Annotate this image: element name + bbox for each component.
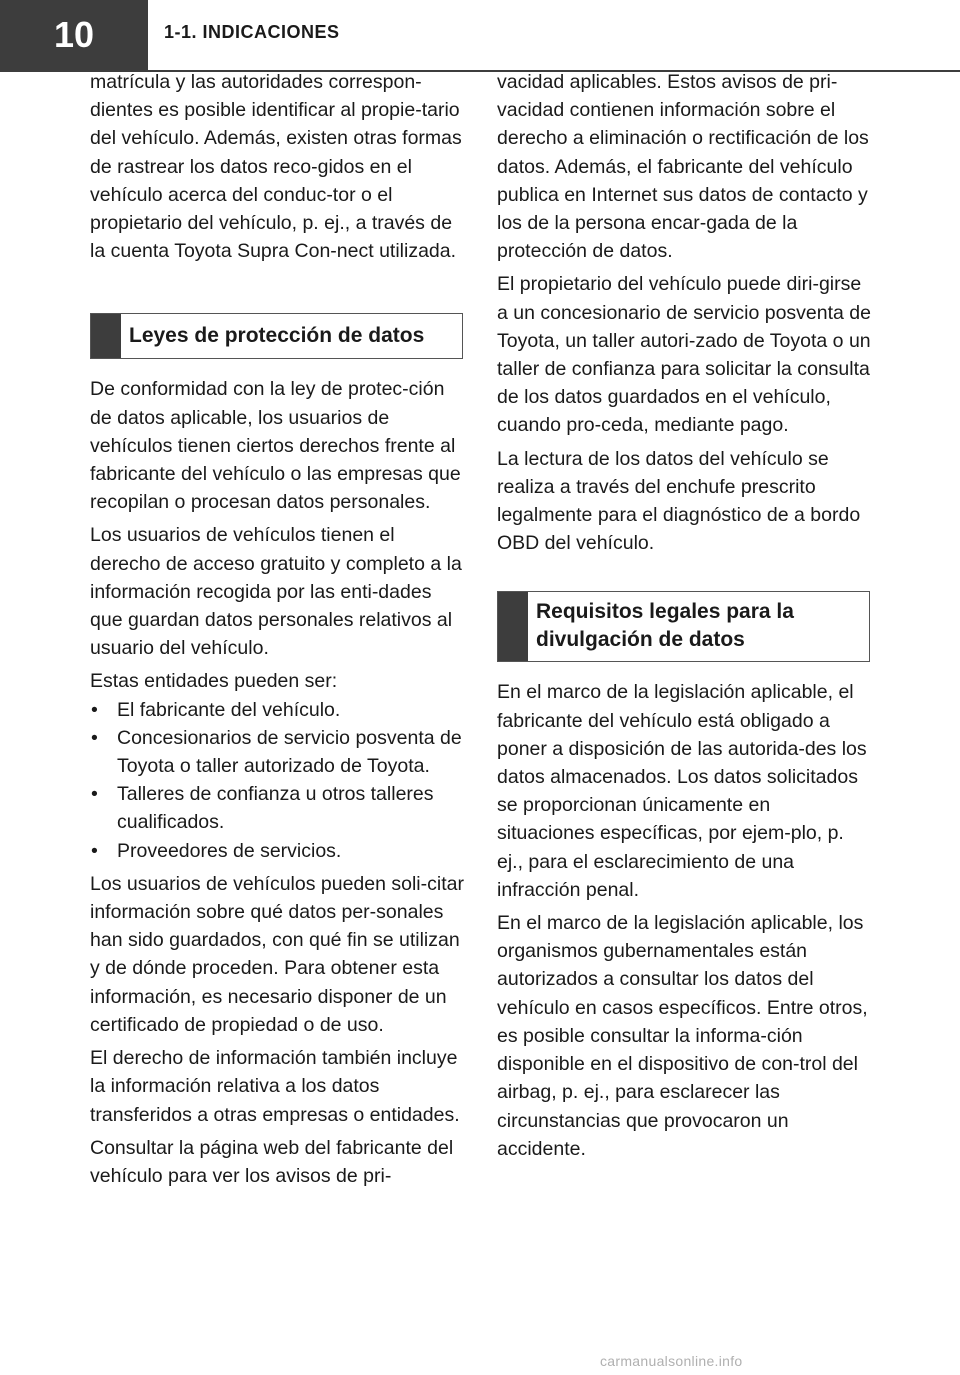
list-item: • Talleres de confianza u otros talleres cualificados. bbox=[90, 780, 465, 836]
paragraph: La lectura de los datos del vehículo se realiza a través del enchufe prescrito legalmente para el diagnóstico de a bordo OBD del vehículo. bbox=[497, 447, 861, 555]
heading-marker bbox=[91, 314, 121, 358]
right-column bbox=[497, 68, 872, 1168]
page-number: 10 bbox=[0, 0, 148, 72]
paragraph: De conformidad con la ley de protec-ción de datos aplicable, los usuarios de vehículos tienen ciertos derechos frente al fabricante del vehículo o las empresas que recopilan o procesan datos personales. bbox=[90, 378, 461, 514]
paragraph: vacidad aplicables. Estos avisos de pri-vacidad contienen información sobre el derecho a eliminación o rectificación de los datos. Además, el fabricante del vehículo publica en Internet sus datos de contacto y los de la persona encar-gada de la protección de datos. bbox=[497, 71, 869, 263]
watermark: carmanualsonline.info bbox=[600, 1353, 743, 1369]
paragraph: Estas entidades pueden ser: bbox=[90, 670, 338, 693]
heading-marker bbox=[498, 592, 528, 661]
entities-list bbox=[90, 696, 465, 865]
paragraph: El derecho de información también incluye la información relativa a los datos transferidos a otras empresas o entidades. bbox=[90, 1047, 460, 1126]
lead-paragraph: matrícula y las autoridades correspon-dientes es posible identificar al propie-tario del vehículo. Además, existen otras formas de rastrear los datos reco-gidos en el vehículo acerca del conduc-tor o el propietario del vehículo, p. ej., a través de la cuenta Toyota Supra Con-nect utilizada. bbox=[90, 71, 462, 263]
section-heading-legal-requirements bbox=[497, 591, 870, 662]
page-header bbox=[0, 0, 960, 72]
section-title: 1-1. INDICACIONES bbox=[164, 22, 340, 42]
paragraph: Los usuarios de vehículos tienen el derecho de acceso gratuito y completo a la información recogida por las enti-dades que guardan datos personales relativos al usuario del vehículo. bbox=[90, 524, 462, 660]
list-item: • El fabricante del vehículo. bbox=[90, 696, 465, 724]
paragraph: El propietario del vehículo puede diri-girse a un concesionario de servicio posventa de Toyota, un taller autori-zado de Toyota o un taller de confianza para solicitar la consulta de los datos guardados en el vehículo, cuando pro-ceda, mediante pago. bbox=[497, 273, 871, 437]
paragraph: Consultar la página web del fabricante del vehículo para ver los avisos de pri- bbox=[90, 1136, 454, 1187]
heading-text: Requisitos legales para la divulgación de datos bbox=[536, 600, 794, 652]
heading-text: Leyes de protección de datos bbox=[129, 324, 425, 348]
paragraph: En el marco de la legislación aplicable, los organismos gubernamentales están autorizados a consultar los datos del vehículo en casos específicos. Entre otros, es posible consultar la informa-ción disponible en el dispositivo de con-trol del airbag, p. ej., para esclarecer las circunstancias que provocaron un accidente. bbox=[497, 912, 868, 1160]
left-column bbox=[90, 68, 465, 1195]
list-item: • Concesionarios de servicio posventa de Toyota o taller autorizado de Toyota. bbox=[90, 724, 465, 780]
paragraph: Los usuarios de vehículos pueden soli-citar información sobre qué datos per-sonales han sido guardados, con qué fin se utilizan y de dónde proceden. Para obtener esta información, es necesario disponer de un certificado de propiedad o de uso. bbox=[90, 872, 464, 1036]
section-heading-data-protection bbox=[90, 313, 463, 359]
paragraph: En el marco de la legislación aplicable, el fabricante del vehículo está obligado a poner a disposición de las autorida-des los datos almacenados. Los datos solicitados se proporcionan únicamente en situaciones específicas, por ejem-plo, p. ej., para el esclarecimiento de una infracción penal. bbox=[497, 681, 867, 901]
list-item: • Proveedores de servicios. bbox=[90, 837, 465, 865]
